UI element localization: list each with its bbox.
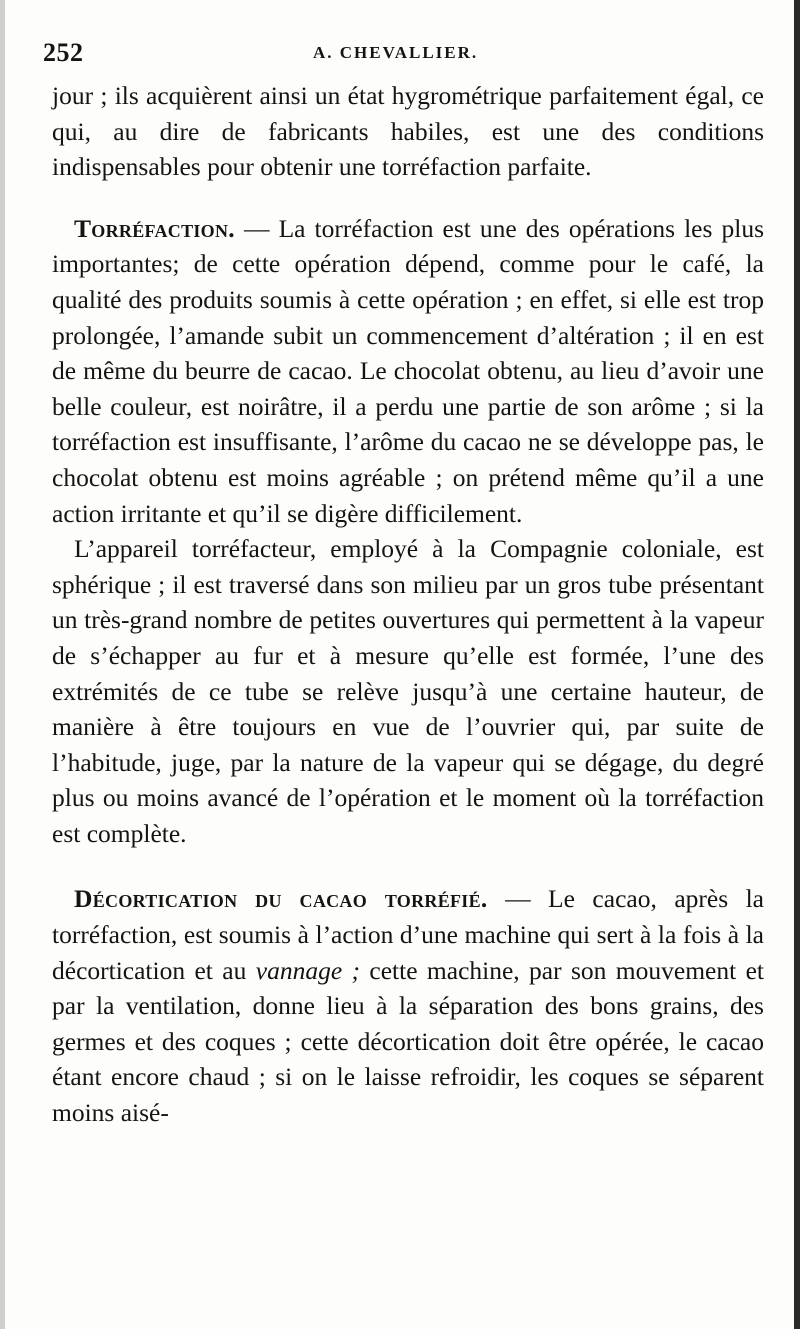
- running-head: [43, 38, 763, 72]
- paragraph-torrefaction-text: — La torréfaction est une des opérations les plus importantes; de cette opération dépend, comme pour le café, la qualité des produits soumis à cette opération ; en effet, si elle est trop prolongée, l’amande subit un commencement d’altération ; il en est de même du beurre de cacao. Le chocolat obtenu, au lieu d’avoir une belle couleur, est noirâtre, il a perdu une partie de son arôme ; si la torréfaction est insuffisante, l’arôme du cacao ne se développe pas, le chocolat obtenu est moins agréable ; on prétend même qu’il a une action irritante et qu’il se digère difficilement.: [52, 213, 764, 528]
- running-head-author: A. CHEVALLIER.: [313, 43, 479, 62]
- page-number: 252: [43, 38, 84, 67]
- paragraph-appareil: L’appareil torréfacteur, employé à la Compagnie coloniale, est sphérique ; il est traversé dans son milieu par un gros tube présentant un très-grand nombre de petites ouvertures qui permettent à la vapeur de s’échapper au fur et à mesure qu’elle est formée, l’une des extrémités de ce tube se relève jusqu’à une certaine hauteur, de manière à être toujours en vue de l’ouvrier qui, par suite de l’habitude, juge, par la nature de la vapeur qui se dégage, du degré plus ou moins avancé de l’opération et le moment où la torréfaction est complète.: [52, 534, 764, 848]
- paragraph-continuation: jour ; ils acquièrent ainsi un état hygrométrique parfaitement égal, ce qui, au dire de fabricants habiles, est une des conditions indispensables pour obtenir une torréfaction parfaite.: [52, 81, 764, 182]
- body-text: [52, 78, 764, 1131]
- term-vannage: vannage ;: [255, 955, 361, 985]
- section-heading-torrefaction: Torréfaction.: [74, 213, 235, 243]
- paragraph-torrefaction: [52, 211, 764, 531]
- paragraph-decortication-text-a: — Le cacao, après la torréfaction, est soumis à l’action d’une machine qui sert à la fois à la décortication et au: [52, 884, 765, 985]
- section-heading-decortication: Décortication du cacao torréfié.: [74, 884, 488, 914]
- paragraph-decortication: [52, 881, 764, 1130]
- paragraph-decortication-text-b: cette machine, par son mouvement et par la ventilation, donne lieu à la séparation des bons grains, des germes et des coques ; cette décortication doit être opérée, le cacao étant encore chaud ; si on le laisse refroidir, les coques se séparent moins aisé-: [52, 955, 764, 1128]
